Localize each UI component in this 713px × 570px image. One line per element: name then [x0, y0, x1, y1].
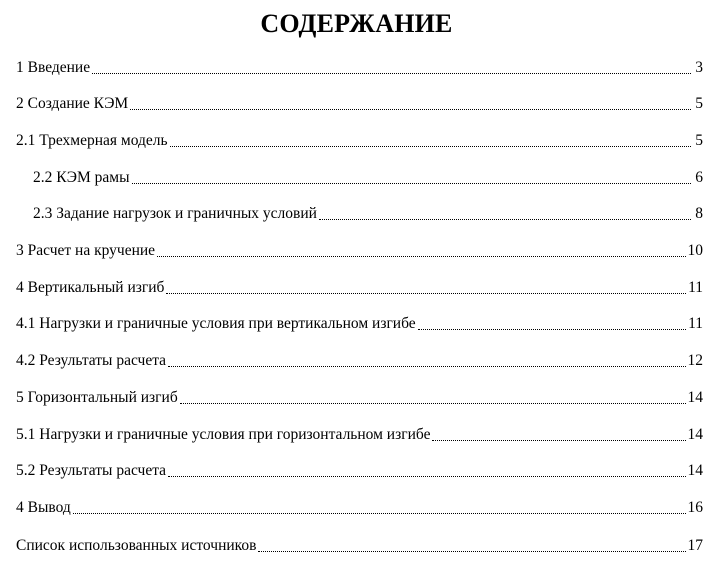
toc-entry-page: 11 — [688, 315, 703, 332]
toc-dot-leader — [157, 256, 685, 257]
toc-entry-references[interactable] — [16, 536, 703, 556]
toc-entry-label: 5.2 Результаты расчета — [16, 462, 167, 479]
toc-entry-label: Список использованных источников — [16, 537, 257, 554]
toc-dot-leader — [170, 146, 691, 147]
toc-entry-label: 3 Расчет на кручение — [16, 242, 156, 259]
toc-entry-page: 17 — [687, 537, 703, 554]
toc-entry-introduction[interactable] — [16, 58, 703, 78]
toc-entry-page: 8 — [695, 205, 703, 222]
toc-dot-leader — [258, 551, 685, 552]
toc-dot-leader — [168, 366, 685, 367]
toc-entry-label: 4.1 Нагрузки и граничные условия при вертикальном изгибе — [16, 315, 416, 332]
toc-entry-horizontal-loads[interactable] — [16, 425, 703, 445]
toc-entry-page: 14 — [687, 426, 703, 443]
toc-dot-leader — [73, 513, 686, 514]
toc-entry-frame-kem[interactable] — [33, 168, 703, 188]
toc-dot-leader — [180, 403, 686, 404]
toc-entry-label: 2.3 Задание нагрузок и граничных условий — [33, 205, 317, 222]
toc-entry-vertical-bending[interactable] — [16, 278, 703, 298]
toc-entry-page: 5 — [695, 132, 703, 149]
toc-entry-label: 2.1 Трехмерная модель — [16, 132, 168, 149]
toc-entry-label: 4 Вывод — [16, 499, 71, 516]
toc-dot-leader — [92, 73, 691, 74]
toc-entry-page: 6 — [695, 169, 703, 186]
toc-entry-page: 14 — [687, 389, 703, 406]
toc-entry-page: 10 — [687, 242, 703, 259]
toc-entry-horizontal-results[interactable] — [16, 461, 703, 481]
toc-dot-leader — [166, 293, 686, 294]
toc-entry-vertical-loads[interactable] — [16, 314, 703, 334]
toc-dot-leader — [418, 329, 686, 330]
toc-entry-page: 5 — [695, 95, 703, 112]
toc-dot-leader — [168, 476, 685, 477]
toc-entry-page: 3 — [695, 59, 703, 76]
toc-entry-label: 4 Вертикальный изгиб — [16, 279, 165, 296]
toc-entry-label: 4.2 Результаты расчета — [16, 352, 167, 369]
toc-entry-label: 2.2 КЭМ рамы — [33, 169, 130, 186]
toc-entry-label: 5.1 Нагрузки и граничные условия при горизонтальном изгибе — [16, 426, 431, 443]
toc-entry-page: 12 — [687, 352, 703, 369]
toc-entry-label: 2 Создание КЭМ — [16, 95, 129, 112]
toc-entry-label: 1 Введение — [16, 59, 91, 76]
toc-entry-kem-creation[interactable] — [16, 94, 703, 114]
toc-entry-page: 11 — [688, 279, 703, 296]
toc-dot-leader — [130, 109, 691, 110]
toc-entry-vertical-results[interactable] — [16, 351, 703, 371]
page-title: СОДЕРЖАНИЕ — [260, 9, 453, 38]
toc-dot-leader — [432, 440, 685, 441]
toc-entry-conclusion[interactable] — [16, 498, 703, 518]
toc-entry-horizontal-bending[interactable] — [16, 388, 703, 408]
toc-entry-loads-boundary[interactable] — [33, 204, 703, 224]
toc-entry-3d-model[interactable] — [16, 131, 703, 151]
toc-dot-leader — [132, 183, 691, 184]
toc-entry-page: 16 — [687, 499, 703, 516]
toc-entry-torsion[interactable] — [16, 241, 703, 261]
toc-entry-page: 14 — [687, 462, 703, 479]
toc-dot-leader — [319, 219, 691, 220]
toc-entry-label: 5 Горизонтальный изгиб — [16, 389, 178, 406]
